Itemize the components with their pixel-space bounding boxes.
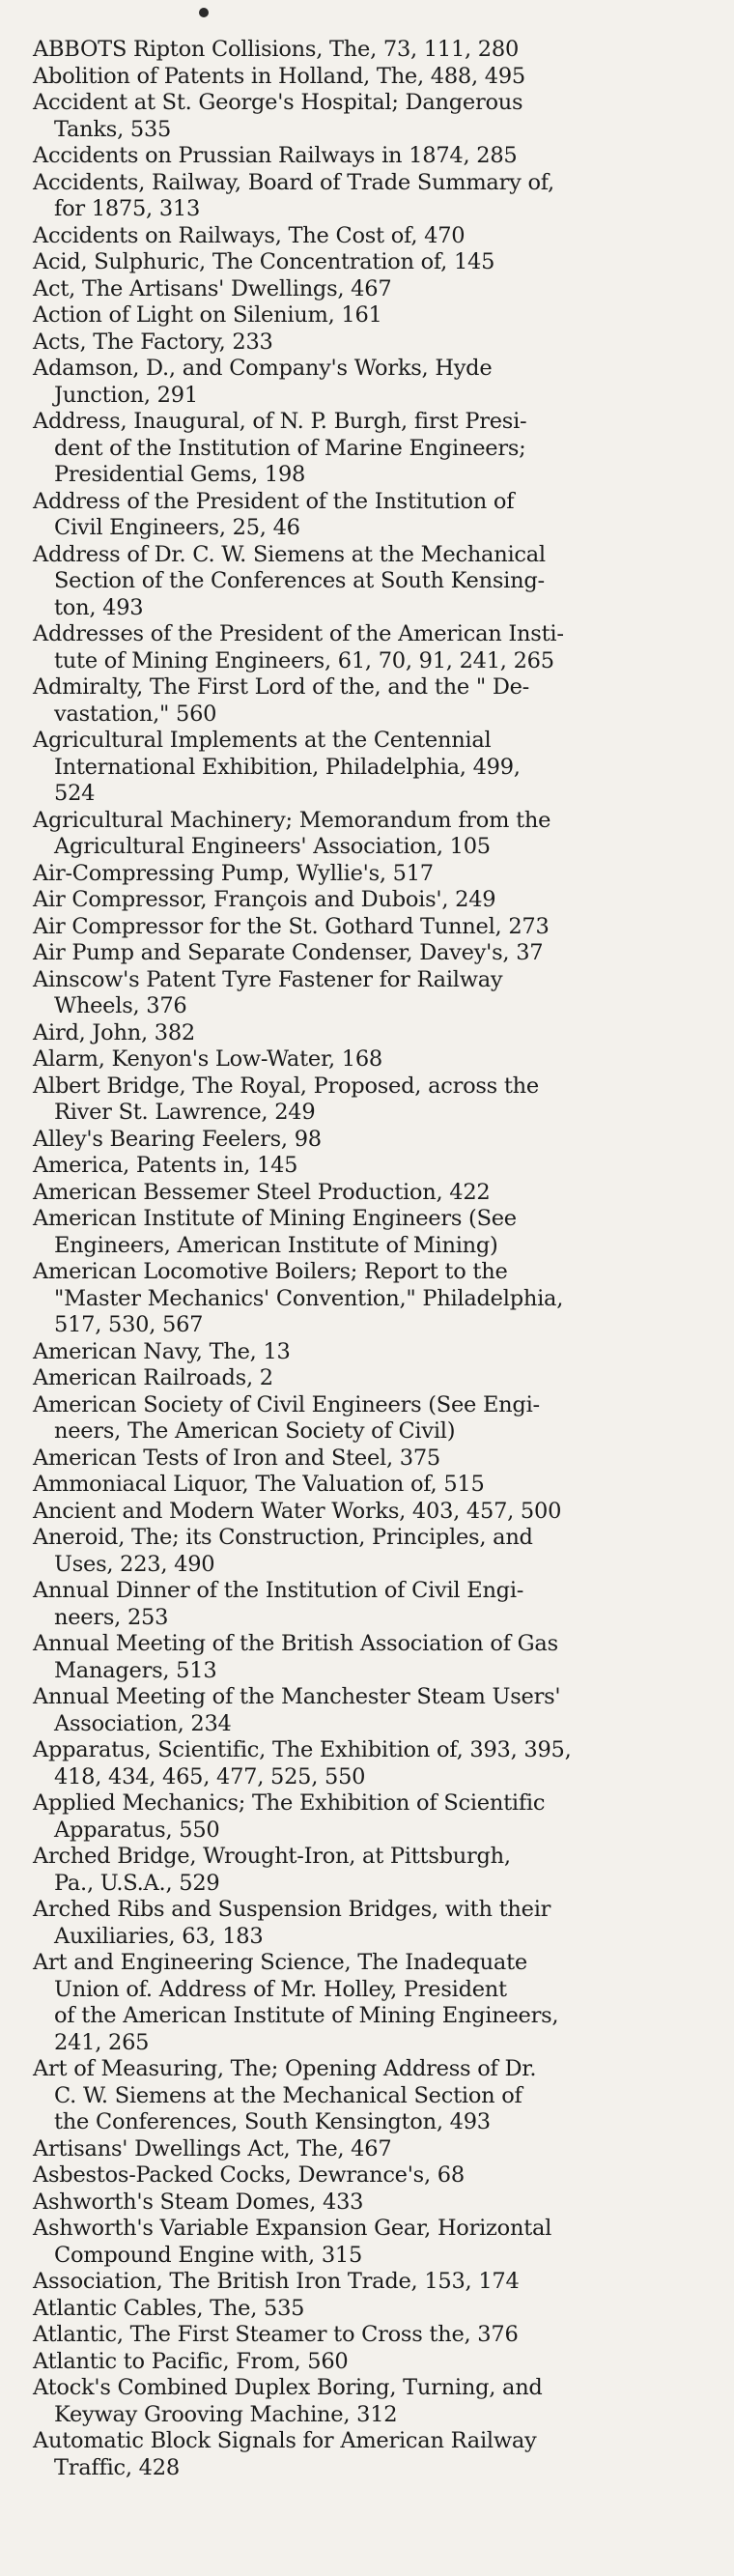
index-entry	[33, 2349, 726, 2376]
index-entry-continuation-line: Compound Engine with, 315	[54, 2242, 363, 2268]
index-entry	[33, 302, 726, 329]
index-entry-first-line: Apparatus, Scientific, The Exhibition of, 393, 395,	[33, 1737, 572, 1762]
index-entry-first-line: Accidents on Railways, The Cost of, 470	[33, 222, 466, 248]
index-entry	[33, 143, 726, 170]
index-entry	[33, 542, 726, 622]
index-entry	[33, 1578, 726, 1631]
index-entry	[33, 1737, 726, 1790]
index-entry	[33, 2162, 726, 2190]
index-entry	[33, 2296, 726, 2323]
index-entry-first-line: Adamson, D., and Company's Works, Hyde	[33, 356, 493, 381]
index-entry-first-line: Ashworth's Steam Domes, 433	[33, 2189, 364, 2215]
index-entry-first-line: American Tests of Iron and Steel, 375	[33, 1445, 440, 1471]
index-entry-first-line: Act, The Artisans' Dwellings, 467	[33, 275, 392, 301]
index-entry-first-line: American Navy, The, 13	[33, 1338, 291, 1364]
index-entry	[33, 1684, 726, 1737]
index-entry-first-line: American Bessemer Steel Production, 422	[33, 1179, 491, 1205]
index-entry	[33, 1073, 726, 1127]
index-entry	[33, 170, 726, 223]
index-entry	[33, 1206, 726, 1259]
index-list	[33, 37, 726, 2481]
index-entry-first-line: Art and Engineering Science, The Inadequate	[33, 1950, 527, 1975]
index-entry-continuation-line: Tanks, 535	[54, 116, 172, 142]
index-entry-continuation-line: Junction, 291	[54, 382, 198, 408]
index-entry-first-line: Agricultural Implements at the Centennial	[33, 728, 492, 753]
index-entry-continuation-line: C. W. Siemens at the Mechanical Section of	[54, 2082, 522, 2108]
index-entry-first-line: Albert Bridge, The Royal, Proposed, across the	[33, 1073, 539, 1099]
index-entry	[33, 861, 726, 888]
index-entry-continuation-line: Wheels, 376	[54, 993, 187, 1018]
index-entry-first-line: American Institute of Mining Engineers (See	[33, 1206, 517, 1231]
index-entry-first-line: Asbestos-Packed Cocks, Dewrance's, 68	[33, 2162, 465, 2188]
index-entry-continuation-line: neers, The American Society of Civil)	[54, 1418, 456, 1444]
index-entry	[33, 249, 726, 276]
index-entry	[33, 1499, 726, 1526]
index-entry-continuation-line: tute of Mining Engineers, 61, 70, 91, 241, 265	[54, 647, 554, 673]
index-entry-first-line: Ainscow's Patent Tyre Fastener for Railway	[33, 966, 503, 992]
index-entry-continuation-line: 524	[54, 781, 96, 806]
index-entry-first-line: Artisans' Dwellings Act, The, 467	[33, 2135, 392, 2161]
index-entry-first-line: Accidents on Prussian Railways in 1874, 285	[33, 143, 518, 168]
index-entry-first-line: Air-Compressing Pump, Wyllie's, 517	[33, 860, 434, 886]
index-entry	[33, 2375, 726, 2428]
index-entry	[33, 356, 726, 409]
index-entry-first-line: Abolition of Patents in Holland, The, 488, 495	[33, 63, 525, 89]
index-entry-first-line: Arched Ribs and Suspension Bridges, with their	[33, 1897, 551, 1922]
index-entry	[33, 967, 726, 1020]
index-entry-first-line: Acts, The Factory, 233	[33, 329, 273, 355]
index-entry-first-line: Atlantic, The First Steamer to Cross the, 376	[33, 2322, 519, 2347]
index-entry-first-line: Acid, Sulphuric, The Concentration of, 145	[33, 249, 495, 274]
index-entry	[33, 409, 726, 489]
index-entry-first-line: Addresses of the President of the American Insti-	[33, 621, 564, 646]
index-entry-first-line: Alley's Bearing Feelers, 98	[33, 1126, 322, 1152]
index-entry	[33, 1472, 726, 1499]
index-entry	[33, 1259, 726, 1339]
index-entry-continuation-line: Agricultural Engineers' Association, 105	[54, 834, 491, 859]
index-entry	[33, 2136, 726, 2163]
index-entry-first-line: ABBOTS Ripton Collisions, The, 73, 111, 280	[33, 37, 520, 62]
index-entry-first-line: Automatic Block Signals for American Railway	[33, 2428, 537, 2453]
index-entry-first-line: American Locomotive Boilers; Report to the	[33, 1259, 508, 1284]
index-entry-first-line: Ancient and Modern Water Works, 403, 457, 500	[33, 1498, 562, 1524]
index-entry-first-line: Ammoniacal Liquor, The Valuation of, 515	[33, 1472, 485, 1497]
index-entry-first-line: Applied Mechanics; The Exhibition of Scientific	[33, 1790, 546, 1816]
index-entry-continuation-line: River St. Lawrence, 249	[54, 1100, 316, 1125]
index-entry-continuation-line: the Conferences, South Kensington, 493	[54, 2109, 491, 2134]
index-entry-continuation-line: neers, 253	[54, 1604, 169, 1630]
index-entry	[33, 808, 726, 861]
index-entry-continuation-line: Association, 234	[54, 1710, 232, 1736]
index-entry	[33, 329, 726, 357]
index-entry-first-line: Action of Light on Silenium, 161	[33, 302, 382, 328]
index-entry-first-line: Art of Measuring, The; Opening Address of Dr.	[33, 2056, 537, 2081]
index-entry	[33, 1631, 726, 1684]
index-entry-continuation-line: Presidential Gems, 198	[54, 462, 306, 487]
index-entry-first-line: Atlantic Cables, The, 535	[33, 2295, 305, 2321]
index-entry	[33, 1790, 726, 1844]
index-entry	[33, 64, 726, 91]
index-entry-first-line: Ashworth's Variable Expansion Gear, Horizontal	[33, 2216, 552, 2241]
index-entry-continuation-line: 241, 265	[54, 2029, 150, 2055]
index-entry	[33, 1365, 726, 1392]
index-entry	[33, 223, 726, 250]
index-entry	[33, 1046, 726, 1073]
index-entry-continuation-line: Managers, 513	[54, 1657, 217, 1683]
bullet-mark	[199, 8, 209, 17]
index-entry	[33, 674, 726, 728]
index-entry	[33, 276, 726, 303]
index-entry	[33, 1392, 726, 1445]
index-entry-first-line: Annual Dinner of the Institution of Civil Engi-	[33, 1578, 524, 1603]
index-entry-continuation-line: International Exhibition, Philadelphia, 499,	[54, 754, 521, 780]
index-entry-continuation-line: Apparatus, 550	[54, 1817, 220, 1843]
index-entry-first-line: Annual Meeting of the British Association of Gas	[33, 1631, 558, 1656]
index-entry-continuation-line: Engineers, American Institute of Mining)	[54, 1232, 498, 1258]
index-entry	[33, 1844, 726, 1897]
index-entry	[33, 2322, 726, 2349]
index-entry-first-line: Arched Bridge, Wrought-Iron, at Pittsburgh,	[33, 1844, 511, 1869]
index-entry-first-line: Admiralty, The First Lord of the, and the " De-	[33, 674, 530, 700]
index-entry-continuation-line: for 1875, 313	[54, 196, 201, 221]
index-entry-continuation-line: "Master Mechanics' Convention," Philadelphia,	[54, 1285, 564, 1311]
index-entry	[33, 1127, 726, 1154]
index-entry-first-line: Annual Meeting of the Manchester Steam Users'	[33, 1684, 561, 1709]
index-entry-continuation-line: Section of the Conferences at South Kensing-	[54, 568, 545, 593]
index-entry-continuation-line: Uses, 223, 490	[54, 1551, 215, 1577]
index-entry-first-line: Atlantic to Pacific, From, 560	[33, 2348, 349, 2374]
index-entry-first-line: Alarm, Kenyon's Low-Water, 168	[33, 1046, 382, 1072]
index-entry-first-line: Address of the President of the Institution of	[33, 488, 515, 514]
index-entry	[33, 1180, 726, 1207]
index-entry	[33, 37, 726, 64]
index-entry	[33, 2216, 726, 2269]
index-entry	[33, 90, 726, 143]
index-entry	[33, 1020, 726, 1047]
index-entry-continuation-line: Traffic, 428	[54, 2454, 180, 2480]
index-entry	[33, 621, 726, 674]
index-entry-continuation-line: 418, 434, 465, 477, 525, 550	[54, 1763, 366, 1789]
index-entry-continuation-line: vastation," 560	[54, 701, 217, 727]
index-entry	[33, 914, 726, 941]
index-entry-first-line: America, Patents in, 145	[33, 1153, 298, 1178]
index-entry	[33, 2269, 726, 2296]
index-entry	[33, 728, 726, 808]
index-entry	[33, 1339, 726, 1366]
index-entry-first-line: Address, Inaugural, of N. P. Burgh, first Presi-	[33, 409, 527, 434]
index-entry-first-line: Agricultural Machinery; Memorandum from the	[33, 807, 551, 833]
index-entry	[33, 887, 726, 914]
index-entry-first-line: Accidents, Railway, Board of Trade Summary of,	[33, 169, 554, 195]
index-entry	[33, 940, 726, 967]
index-entry-first-line: Aneroid, The; its Construction, Principles, and	[33, 1525, 533, 1550]
index-entry-continuation-line: Civil Engineers, 25, 46	[54, 515, 300, 540]
index-entry-continuation-line: Union of. Address of Mr. Holley, President	[54, 1976, 507, 2002]
index-entry-continuation-line: dent of the Institution of Marine Engineers;	[54, 435, 526, 461]
index-entry-continuation-line: Pa., U.S.A., 529	[54, 1870, 220, 1896]
index-entry-first-line: Atock's Combined Duplex Boring, Turning, and	[33, 2375, 543, 2400]
index-entry-first-line: Aird, John, 382	[33, 1019, 195, 1045]
index-entry-first-line: Air Pump and Separate Condenser, Davey's, 37	[33, 940, 544, 965]
index-entry-continuation-line: Auxiliaries, 63, 183	[54, 1923, 264, 1949]
index-entry-first-line: Association, The British Iron Trade, 153, 174	[33, 2269, 520, 2294]
index-entry-continuation-line: 517, 530, 567	[54, 1312, 204, 1337]
index-entry-first-line: American Railroads, 2	[33, 1365, 273, 1390]
index-entry	[33, 2428, 726, 2481]
index-entry-first-line: Accident at St. George's Hospital; Dangerous	[33, 90, 523, 115]
index-entry	[33, 2190, 726, 2217]
index-entry-first-line: American Society of Civil Engineers (See Engi-	[33, 1391, 540, 1417]
index-entry	[33, 1445, 726, 1473]
index-entry	[33, 1897, 726, 1950]
index-entry-continuation-line: of the American Institute of Mining Engineers,	[54, 2003, 559, 2028]
index-entry-first-line: Air Compressor for the St. Gothard Tunnel, 273	[33, 913, 550, 939]
index-entry	[33, 1950, 726, 2056]
index-entry	[33, 489, 726, 542]
index-entry	[33, 2056, 726, 2136]
index-entry-first-line: Address of Dr. C. W. Siemens at the Mechanical	[33, 541, 546, 567]
index-entry-continuation-line: ton, 493	[54, 594, 144, 620]
index-entry-continuation-line: Keyway Grooving Machine, 312	[54, 2401, 398, 2427]
index-entry	[33, 1525, 726, 1578]
index-entry	[33, 1153, 726, 1180]
index-entry-first-line: Air Compressor, François and Dubois', 249	[33, 887, 496, 912]
